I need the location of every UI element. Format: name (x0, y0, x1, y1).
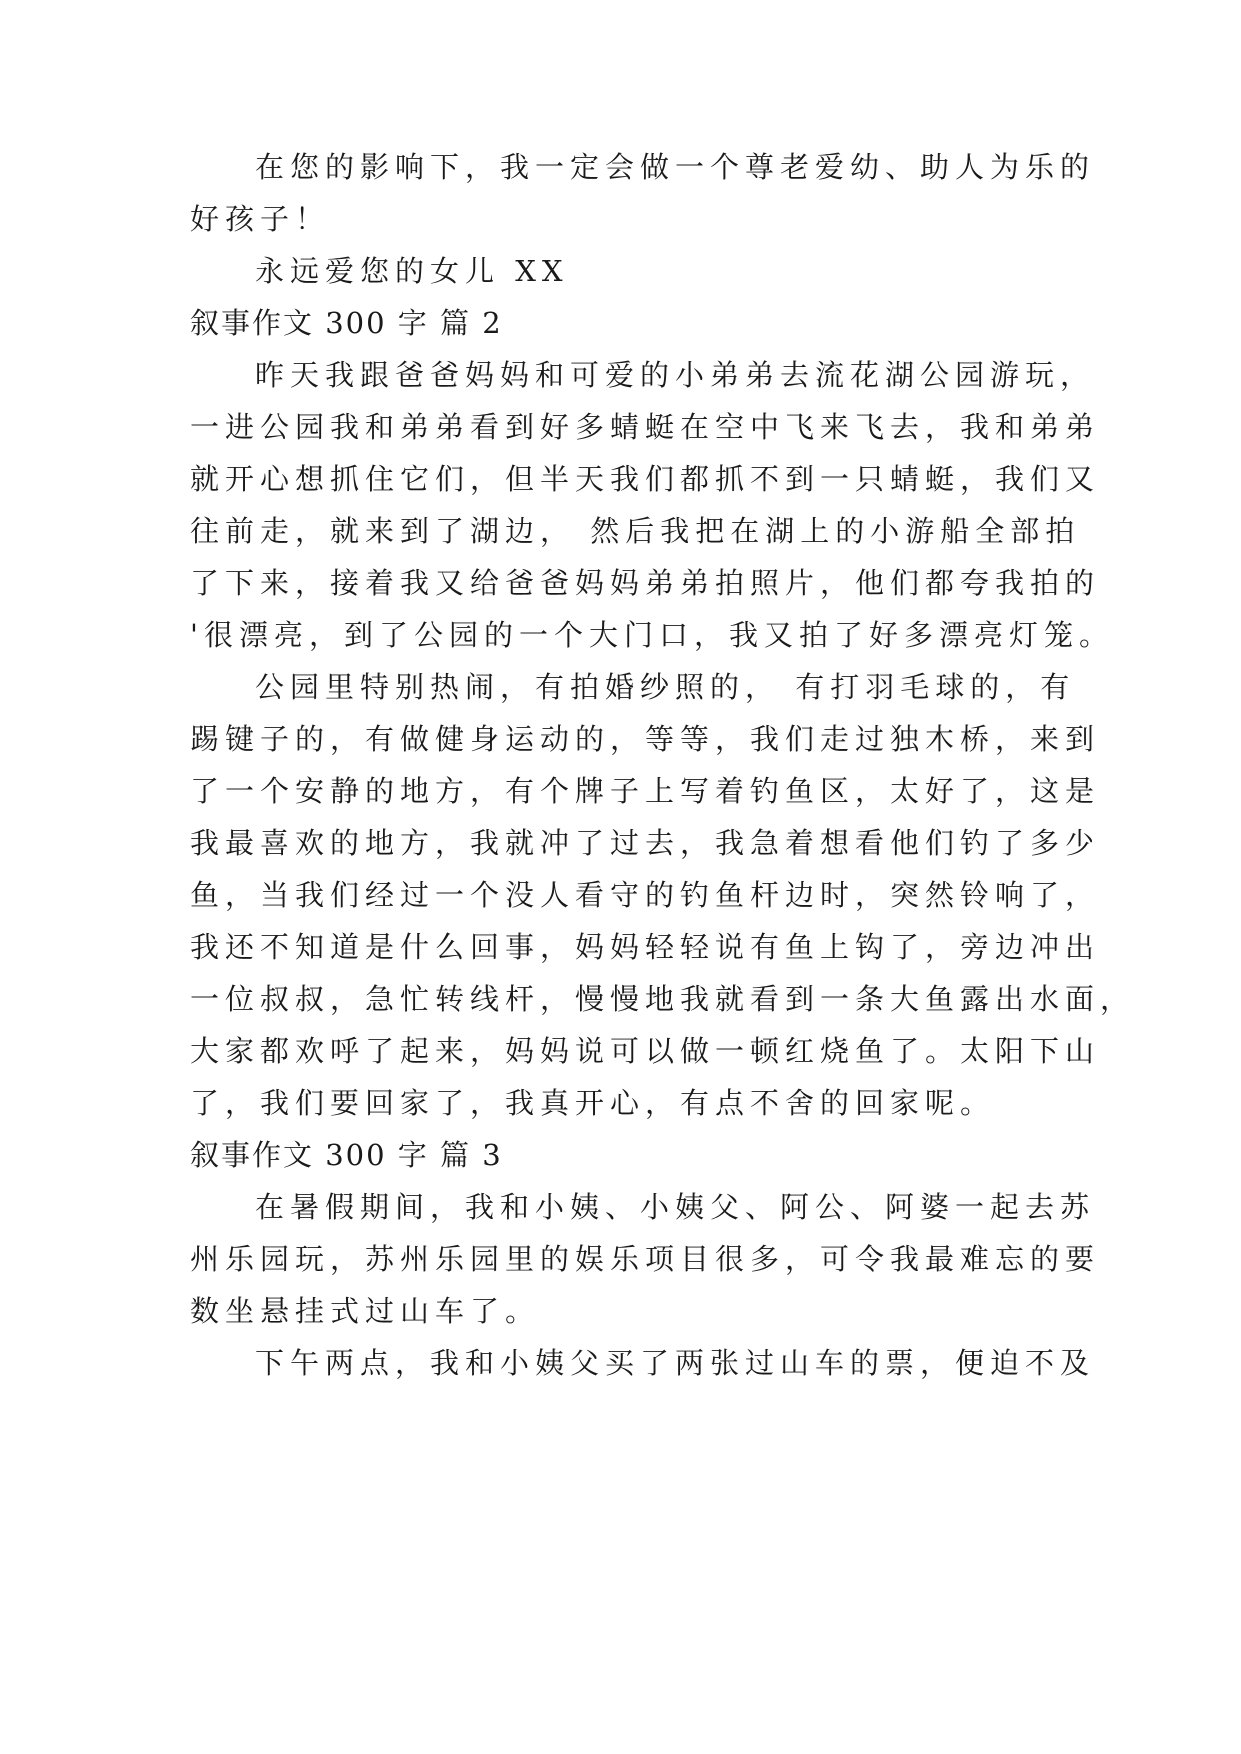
text-line: 好孩子！ (190, 202, 331, 236)
text-line: 踢键子的，有做健身运动的，等等，我们走过独木桥，来到 (190, 722, 1101, 756)
text-line: 鱼，当我们经过一个没人看守的钓鱼杆边时，突然铃响了， (190, 878, 1101, 912)
text-line: 我最喜欢的地方，我就冲了过去，我急着想看他们钓了多少 (190, 826, 1101, 860)
text-line: 公园里特别热闹，有拍婚纱照的， 有打羽毛球的，有 (255, 670, 1076, 704)
text-line: 往前走，就来到了湖边， 然后我把在湖上的小游船全部拍 (190, 514, 1081, 548)
text-line: 在您的影响下，我一定会做一个尊老爱幼、助人为乐的 (255, 150, 1096, 184)
text-line: 州乐园玩，苏州乐园里的娱乐项目很多，可令我最难忘的要 (190, 1242, 1101, 1276)
text-line: 了一个安静的地方，有个牌子上写着钓鱼区，太好了，这是 (190, 774, 1101, 808)
text-line: 昨天我跟爸爸妈妈和可爱的小弟弟去流花湖公园游玩， (255, 358, 1096, 392)
text-line: '很漂亮，到了公园的一个大门口，我又拍了好多漂亮灯笼。 (190, 618, 1114, 652)
text-line: 我还不知道是什么回事，妈妈轻轻说有鱼上钩了，旁边冲出 (190, 930, 1101, 964)
text-line: 数坐悬挂式过山车了。 (190, 1294, 541, 1328)
text-line: 下午两点，我和小姨父买了两张过山车的票，便迫不及 (255, 1346, 1096, 1380)
section-heading: 叙事作文 300 字 篇 2 (190, 306, 503, 340)
text-line: 了下来，接着我又给爸爸妈妈弟弟拍照片，他们都夸我拍的 (190, 566, 1101, 600)
text-line: 一进公园我和弟弟看到好多蜻蜓在空中飞来飞去，我和弟弟 (190, 410, 1101, 444)
text-line: 一位叔叔，急忙转线杆，慢慢地我就看到一条大鱼露出水面， (190, 982, 1136, 1016)
section-heading: 叙事作文 300 字 篇 3 (190, 1138, 503, 1172)
signature-line: 永远爱您的女儿 XX (255, 254, 569, 288)
text-line: 在暑假期间，我和小姨、小姨父、阿公、阿婆一起去苏 (255, 1190, 1096, 1224)
text-line: 大家都欢呼了起来，妈妈说可以做一顿红烧鱼了。太阳下山 (190, 1034, 1101, 1068)
text-line: 就开心想抓住它们，但半天我们都抓不到一只蜻蜓，我们又 (190, 462, 1101, 496)
text-line: 了，我们要回家了，我真开心，有点不舍的回家呢。 (190, 1086, 996, 1120)
